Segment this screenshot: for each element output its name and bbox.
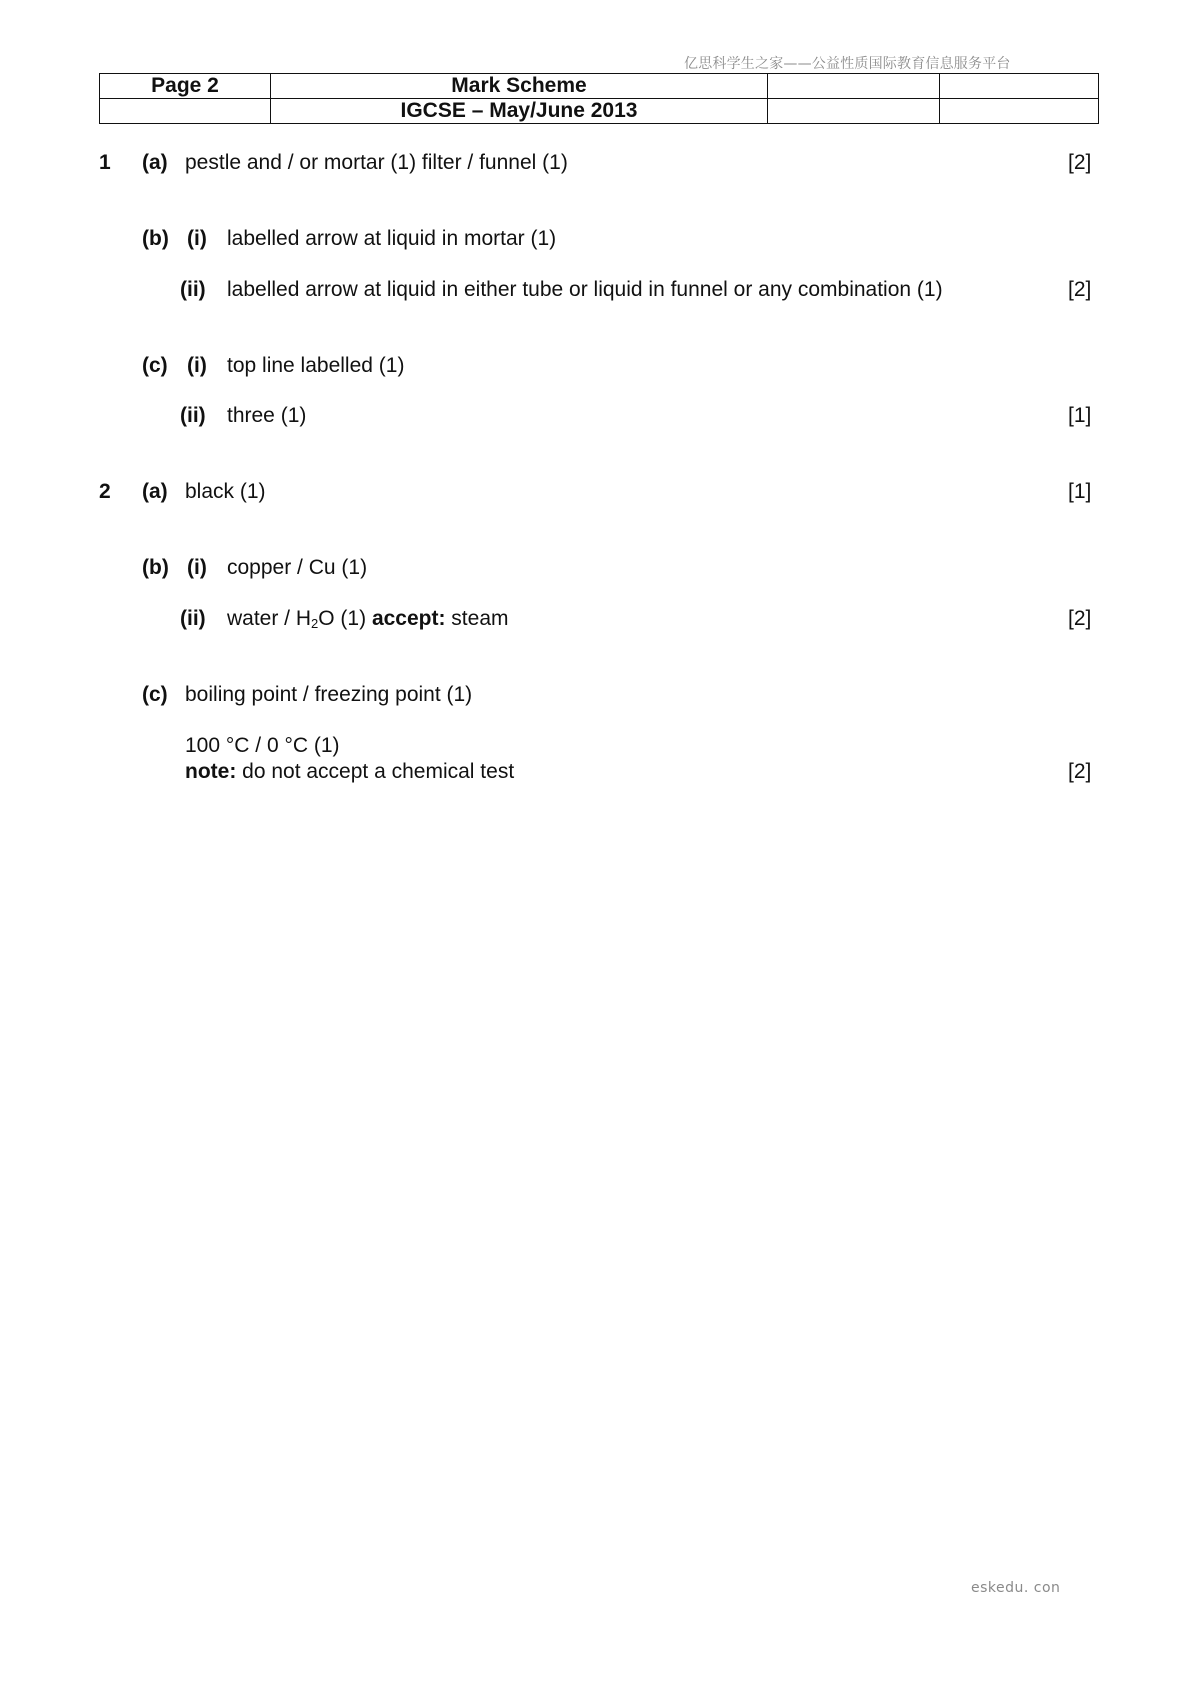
q1b-label: (b) — [142, 227, 169, 250]
q2bi-answer: copper / Cu (1) — [227, 556, 368, 579]
q1c-mark: [1] — [1068, 404, 1092, 427]
watermark-bottom: eskedu. con — [971, 1580, 1061, 1596]
q2b-label: (b) — [142, 556, 169, 579]
q2c-mark: [2] — [1068, 760, 1092, 783]
q1ci-answer: top line labelled (1) — [227, 354, 405, 377]
q2bii-accept-label: accept: — [371, 607, 446, 630]
q1bii-label: (ii) — [180, 278, 206, 301]
q2c-answer-line2: 100 °C / 0 °C (1) — [185, 734, 340, 757]
q2c-note — [185, 759, 514, 785]
q2bii-answer — [227, 606, 509, 632]
q1a-mark: [2] — [1068, 151, 1092, 174]
header-blank — [100, 99, 271, 124]
q2c-note-label: note: — [185, 760, 237, 783]
q1cii-label: (ii) — [180, 404, 206, 427]
header-subtitle: IGCSE – May/June 2013 — [271, 99, 768, 124]
watermark-top: 亿思科学生之家——公益性质国际教育信息服务平台 — [684, 56, 1011, 72]
q1cii-answer: three (1) — [227, 404, 307, 427]
header-title: Mark Scheme — [271, 74, 768, 99]
header-blank — [768, 74, 940, 99]
q1bii-answer: labelled arrow at liquid in either tube or liquid in funnel or any combination (1) — [227, 278, 943, 301]
header-page: Page 2 — [100, 74, 271, 99]
q1-number: 1 — [99, 151, 111, 174]
q2c-label: (c) — [142, 683, 168, 706]
q1bi-label: (i) — [187, 227, 207, 250]
q2c-note-text: do not accept a chemical test — [236, 760, 515, 783]
q2a-mark: [1] — [1068, 480, 1092, 503]
q1ci-label: (i) — [187, 354, 207, 377]
q1a-answer: pestle and / or mortar (1) filter / funnel (1) — [185, 151, 568, 174]
q2a-label: (a) — [142, 480, 168, 503]
q2a-answer: black (1) — [185, 480, 266, 503]
q2bii-subscript: 2 — [311, 616, 319, 631]
q1c-label: (c) — [142, 354, 168, 377]
header-blank — [940, 99, 1099, 124]
q2bii-text-post: steam — [445, 607, 509, 630]
q2b-mark: [2] — [1068, 607, 1092, 630]
q2bii-label: (ii) — [180, 607, 206, 630]
q2c-answer: boiling point / freezing point (1) — [185, 683, 473, 706]
q1b-mark: [2] — [1068, 278, 1092, 301]
q2-number: 2 — [99, 480, 111, 503]
q2bi-label: (i) — [187, 556, 207, 579]
q2bii-text-mid: O (1) — [318, 607, 372, 630]
q2bii-text-pre: water / H — [227, 607, 312, 630]
header-blank — [940, 74, 1099, 99]
q1a-label: (a) — [142, 151, 168, 174]
header-table — [99, 73, 1099, 124]
header-blank — [768, 99, 940, 124]
q1bi-answer: labelled arrow at liquid in mortar (1) — [227, 227, 557, 250]
